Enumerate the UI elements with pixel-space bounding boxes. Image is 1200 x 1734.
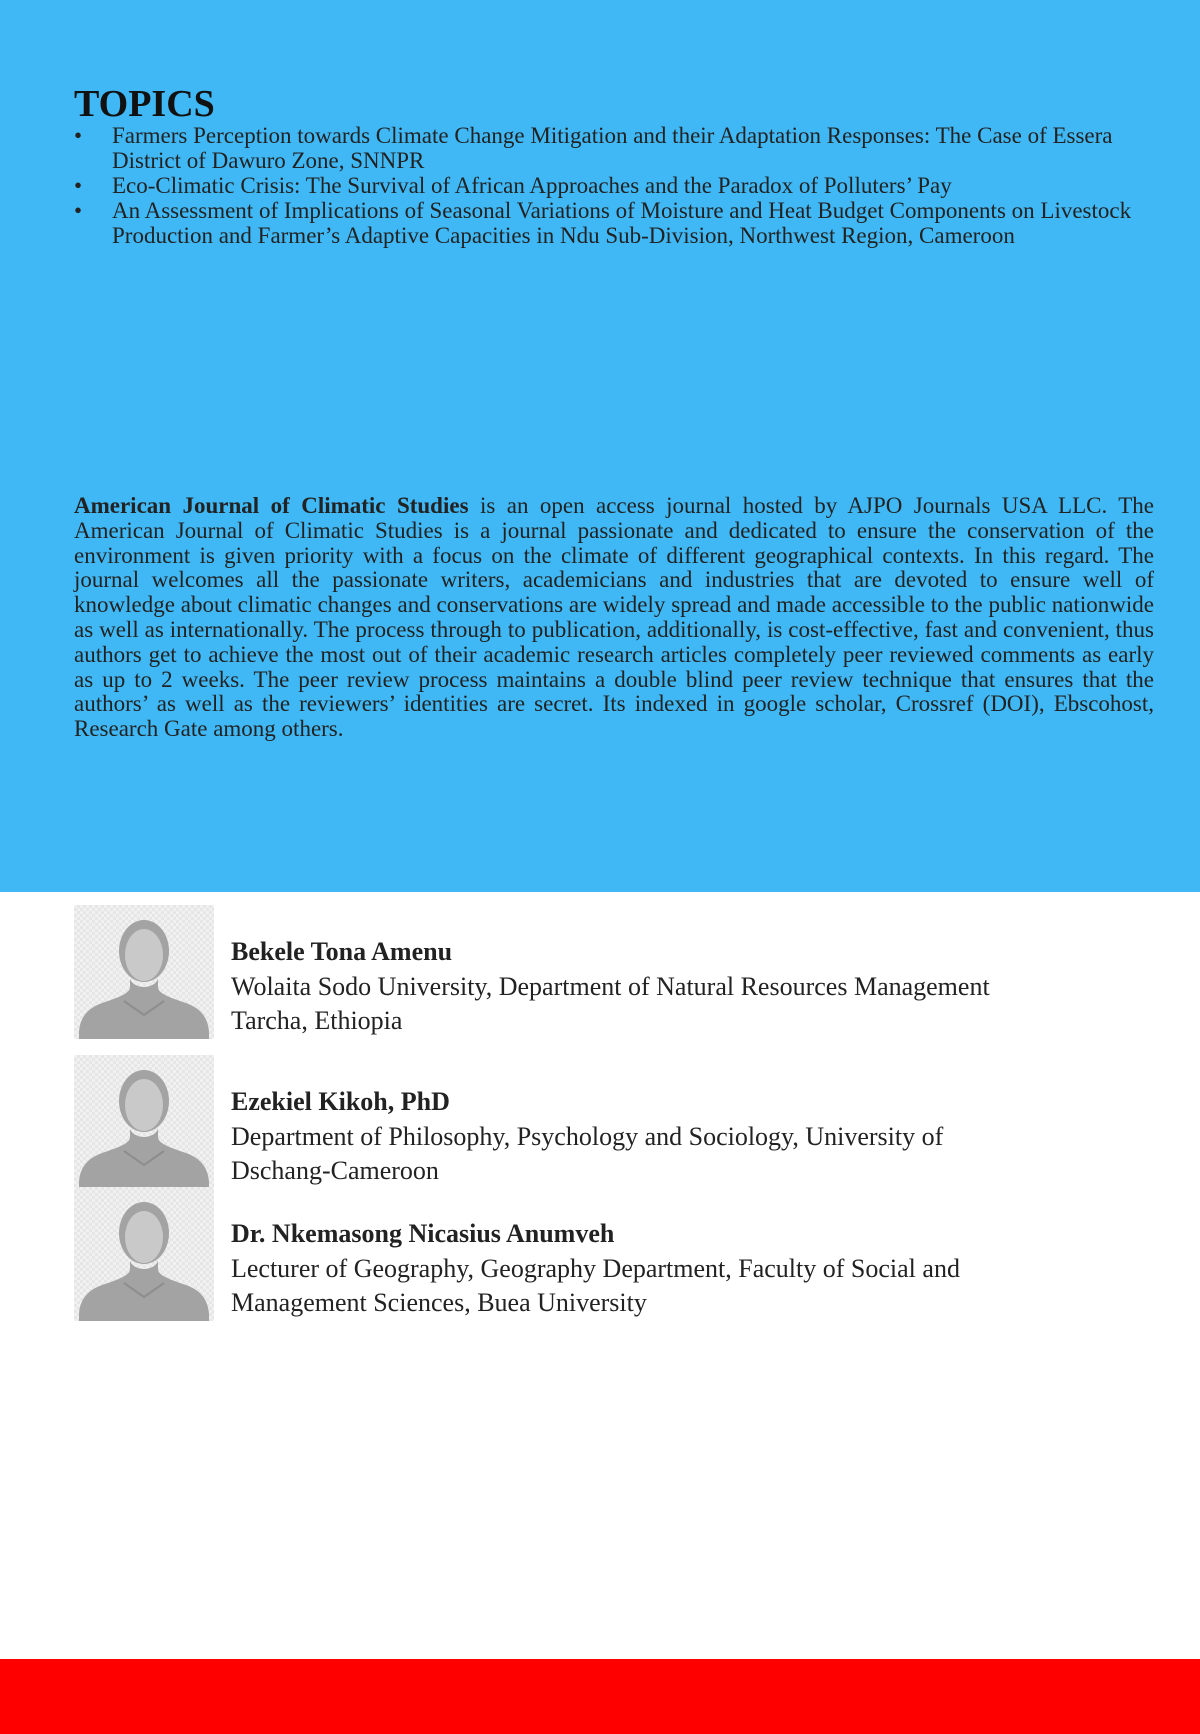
topics-list	[74, 123, 1134, 248]
bullet-icon: •	[74, 198, 83, 223]
person-placeholder-icon-svg	[74, 905, 214, 1039]
author-name: Ezekiel Kikoh, PhD	[231, 1087, 450, 1116]
author-card	[74, 1055, 1154, 1189]
author-affiliation-line: Department of Philosophy, Psychology and Sociology, University of	[231, 1121, 944, 1151]
topic-item	[74, 173, 1134, 198]
author-affiliation-line: Tarcha, Ethiopia	[231, 1006, 403, 1035]
person-placeholder-icon	[74, 905, 214, 1039]
topics-heading: TOPICS	[74, 83, 215, 125]
person-placeholder-icon-svg	[74, 1055, 214, 1189]
author-info	[231, 935, 1151, 1039]
topic-item	[74, 198, 1134, 248]
author-affiliation-line: Dschang-Cameroon	[231, 1156, 439, 1185]
author-card	[74, 905, 1154, 1039]
journal-description-text: is an open access journal hosted by AJPO Journals USA LLC. The American Journal of Climatic Studies is a journal passionate and dedicated to ensure the conservation of the environment is given priority with a focus on the climate of different geographical contexts. In this regard. The journal welcomes all the passionate writers, academicians and industries that are devoted to ensure well of knowledge about climatic changes and conservations are widely spread and made accessible to the public nationwide as well as internationally. The process through to publication, additionally, is cost-effective, fast and convenient, thus authors get to achieve the most out of their academic research articles completely peer reviewed comments as early as up to 2 weeks. The peer review process maintains a double blind peer review technique that ensures that the authors’ as well as the reviewers’ identities are secret. Its indexed in google scholar, Crossref (DOI), Ebscohost, Research Gate among others.	[74, 493, 1154, 742]
author-card	[74, 1187, 1154, 1321]
author-info	[231, 1217, 1151, 1321]
author-affiliation-line: Lecturer of Geography, Geography Department, Faculty of Social and	[231, 1253, 960, 1283]
bullet-icon: •	[74, 123, 83, 148]
author-name: Dr. Nkemasong Nicasius Anumveh	[231, 1219, 615, 1248]
topic-text: An Assessment of Implications of Seasonal Variations of Moisture and Heat Budget Components on Livestock Production and Farmer’s Adaptive Capacities in Ndu Sub-Division, Northwest Region, Cameroon	[112, 198, 1132, 248]
footer-bar	[0, 1659, 1200, 1734]
author-affiliation-line: Wolaita Sodo University, Department of Natural Resources Management	[231, 971, 990, 1001]
person-placeholder-icon	[74, 1187, 214, 1321]
topic-item	[74, 123, 1134, 173]
person-placeholder-icon-svg	[74, 1187, 214, 1321]
author-info	[231, 1085, 1151, 1189]
author-affiliation-line: Management Sciences, Buea University	[231, 1288, 647, 1317]
bullet-icon: •	[74, 173, 83, 198]
topic-text: Eco-Climatic Crisis: The Survival of African Approaches and the Paradox of Polluters’ Pay	[112, 173, 952, 198]
author-name: Bekele Tona Amenu	[231, 937, 453, 966]
person-placeholder-icon	[74, 1055, 214, 1189]
topic-text: Farmers Perception towards Climate Change Mitigation and their Adaptation Responses: The Case of Essera District of Dawuro Zone, SNNPR	[112, 123, 1113, 173]
journal-description	[74, 494, 1154, 742]
journal-name: American Journal of Climatic Studies	[74, 493, 469, 518]
